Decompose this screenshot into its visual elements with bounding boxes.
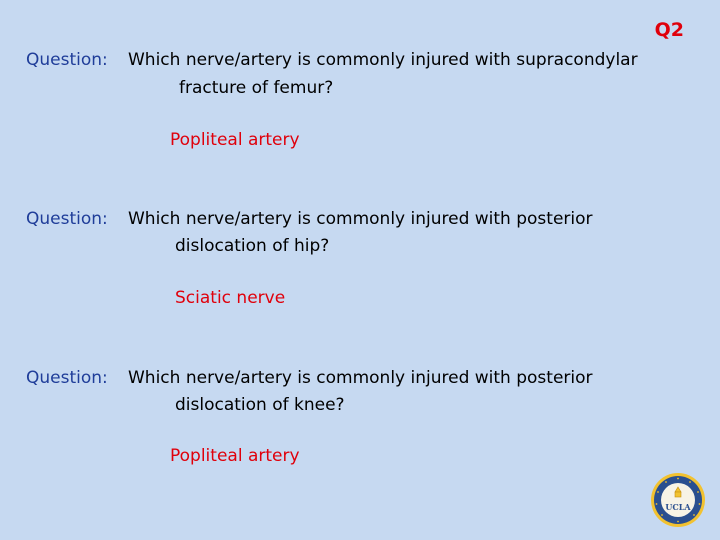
question-text: Which nerve/artery is commonly injured with posterior bbox=[128, 209, 593, 229]
question-text: Which nerve/artery is commonly injured with posterior bbox=[128, 368, 593, 388]
question-text-continued: dislocation of hip? bbox=[175, 236, 330, 256]
question-block-1 bbox=[26, 47, 638, 74]
question-line bbox=[26, 206, 593, 233]
question-text-continued: dislocation of knee? bbox=[175, 395, 345, 415]
ucla-seal-icon bbox=[650, 472, 706, 528]
seal-text: UCLA bbox=[665, 502, 691, 512]
seal-book bbox=[675, 492, 681, 497]
question-label: Question: bbox=[26, 209, 108, 229]
question-line bbox=[26, 47, 638, 74]
question-label: Question: bbox=[26, 50, 108, 70]
answer-text: Sciatic nerve bbox=[175, 288, 286, 308]
answer-text: Popliteal artery bbox=[170, 130, 300, 150]
question-label: Question: bbox=[26, 368, 108, 388]
question-text-continued: fracture of femur? bbox=[179, 78, 334, 98]
question-line bbox=[26, 365, 593, 392]
answer-text: Popliteal artery bbox=[170, 446, 300, 466]
question-block-2 bbox=[26, 206, 593, 233]
question-block-3 bbox=[26, 365, 593, 392]
slide-number: Q2 bbox=[654, 19, 684, 41]
question-text: Which nerve/artery is commonly injured with supracondylar bbox=[128, 50, 638, 70]
